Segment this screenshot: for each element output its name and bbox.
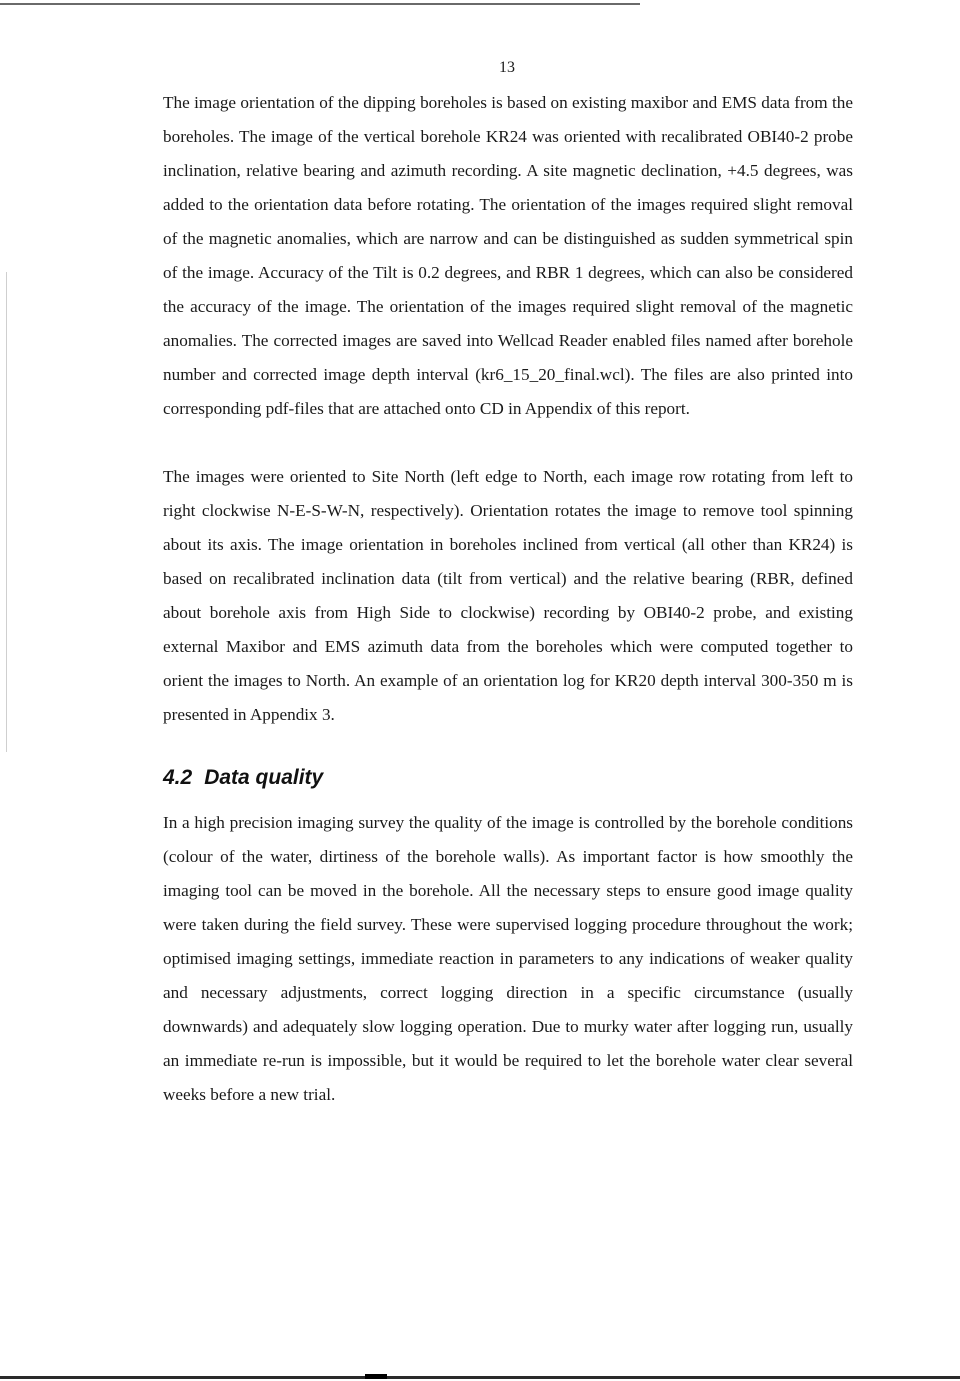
paragraph-orientation-dipping: The image orientation of the dipping boreholes is based on existing maxibor and EMS data from the boreholes. The image of the vertical borehole KR24 was oriented with recalibrated OBI40-2 probe inclination, relative bearing and azimuth recording. A site magnetic declination, +4.5 degrees, was added to the orientation data before rotating. The orientation of the images required slight removal of the magnetic anomalies, which are narrow and can be distinguished as sudden symmetrical spin of the image. Accuracy of the Tilt is 0.2 degrees, and RBR 1 degrees, which can also be considered the accuracy of the image. The orientation of the images required slight removal of the magnetic anomalies. The corrected images are saved into Wellcad Reader enabled files named after borehole number and corrected image depth interval (kr6_15_20_final.wcl). The files are also printed into corresponding pdf-files that are attached onto CD in Appendix of this report. — [163, 93, 853, 418]
page-number: 13 — [499, 59, 515, 76]
section-number: 4.2 — [163, 766, 193, 789]
paragraph-data-quality: In a high precision imaging survey the quality of the image is controlled by the borehole conditions (colour of the water, dirtiness of the borehole walls). As important factor is how smoothly the imaging tool can be moved in the borehole. All the necessary steps to ensure good image quality were taken during the field survey. These were supervised logging procedure throughout the work; optimised imaging settings, immediate reaction in parameters to any indications of weaker quality and necessary adjustments, correct logging direction in a specific circumstance (usually downwards) and adequately slow logging operation. Due to murky water after logging run, usually an immediate re-run is impossible, but it would be required to let the borehole water clear several weeks before a new trial. — [163, 813, 853, 1104]
scan-margin-mark — [6, 272, 7, 752]
top-border-rule — [0, 3, 640, 5]
document-body — [163, 86, 853, 1112]
bottom-rule-mark — [365, 1374, 387, 1379]
bottom-border-rule — [0, 1376, 960, 1379]
paragraph-orientation-site-north: The images were oriented to Site North (left edge to North, each image row rotating from left to right clockwise N-E-S-W-N, respectively). Orientation rotates the image to remove tool spinning about its axis. The image orientation in boreholes inclined from vertical (all other than KR24) is based on recalibrated inclination data (tilt from vertical) and the relative bearing (RBR, defined about borehole axis from High Side to clockwise) recording by OBI40-2 probe, and existing external Maxibor and EMS azimuth data from the boreholes which were computed together to orient the images to North. An example of an orientation log for KR20 depth interval 300-350 m is presented in Appendix 3. — [163, 467, 853, 724]
section-heading — [163, 764, 853, 792]
section-title: Data quality — [204, 766, 324, 789]
